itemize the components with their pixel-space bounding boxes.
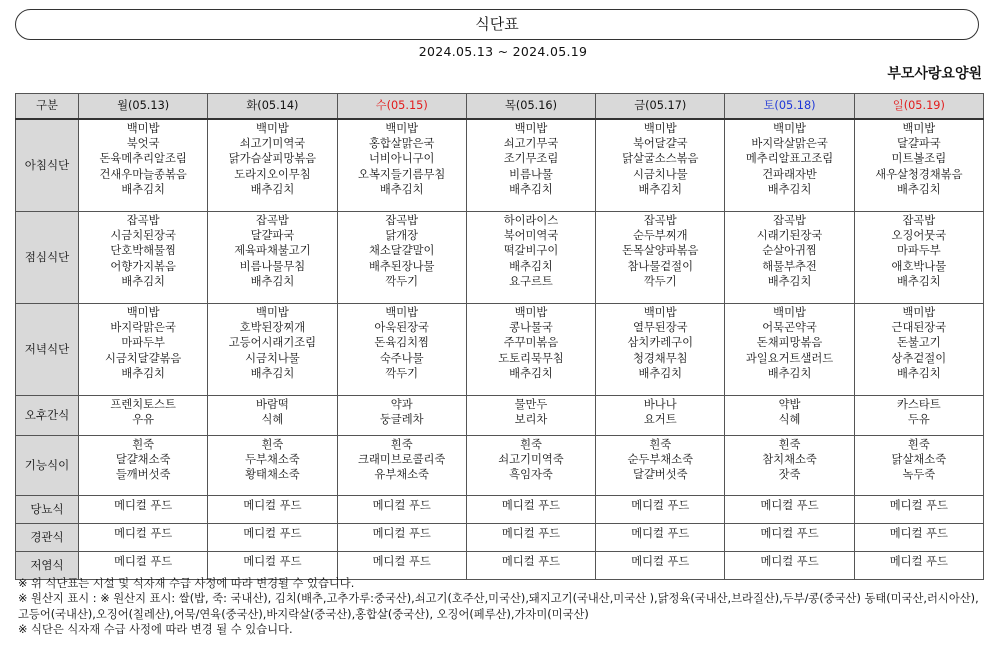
- menu-row-dinner: [16, 304, 984, 396]
- menu-item: 배추김치: [767, 182, 812, 196]
- menu-item: 돈목살양파볶음: [622, 244, 699, 258]
- menu-item: 잡곡밥: [385, 214, 419, 227]
- menu-item: 배추김치: [250, 366, 295, 380]
- day-header-fri: 금(05.17): [596, 94, 725, 120]
- menu-cell-lunch-wed: [337, 212, 466, 304]
- menu-cell-diabetic-diet-sat: [725, 496, 854, 524]
- menu-item: 오징어뭇국: [891, 229, 947, 243]
- menu-item: 우유: [132, 413, 155, 427]
- menu-cell-afternoon-snack-wed: [337, 396, 466, 436]
- menu-item: 흰죽: [907, 438, 930, 451]
- menu-item: 식혜: [261, 413, 284, 427]
- menu-item: 크래미브로콜리죽: [358, 453, 446, 467]
- row-label-low-sodium-diet: 저염식: [16, 552, 79, 580]
- menu-item: 흰죽: [261, 438, 284, 451]
- menu-row-tube-feeding: [16, 524, 984, 552]
- day-header-tue: 화(05.14): [208, 94, 337, 120]
- menu-item: 배추김치: [121, 182, 165, 196]
- menu-item: 숙주나물: [379, 351, 424, 365]
- day-header-mon: 월(05.13): [79, 94, 208, 120]
- menu-item: 배추김치: [121, 366, 165, 380]
- menu-item: 메디컬 푸드: [631, 499, 690, 512]
- menu-item: 북엇국: [126, 137, 160, 151]
- menu-item: 도라지오이무침: [234, 167, 311, 181]
- row-label-dinner: 저녁식단: [16, 304, 79, 396]
- notes: [18, 576, 983, 637]
- menu-item: 메디컬 푸드: [114, 555, 173, 568]
- menu-cell-dinner-sun: [854, 304, 983, 396]
- menu-item: 요구르트: [509, 274, 553, 288]
- note-change: ※ 위 식단표는 시설 및 식자재 수급 사정에 따라 변경될 수 있습니다.: [18, 577, 355, 590]
- menu-cell-dinner-mon: [79, 304, 208, 396]
- menu-item: 프렌치토스트: [110, 398, 176, 411]
- menu-cell-afternoon-snack-tue: [208, 396, 337, 436]
- menu-item: 호박된장찌개: [239, 321, 306, 335]
- menu-item: 비름나물무침: [239, 259, 306, 273]
- menu-item: 메디컬 푸드: [631, 527, 690, 540]
- menu-row-lunch: [16, 212, 984, 304]
- menu-cell-functional-diet-sun: [854, 436, 983, 496]
- menu-item: 황태채소죽: [245, 468, 300, 482]
- menu-cell-dinner-fri: [596, 304, 725, 396]
- menu-item: 백미밥: [514, 122, 548, 135]
- menu-item: 잡곡밥: [902, 214, 936, 227]
- menu-item: 잣죽: [778, 468, 801, 482]
- menu-item: 근대된장국: [891, 321, 947, 335]
- menu-item: 잡곡밥: [256, 214, 289, 227]
- menu-item: 돈채피망볶음: [756, 336, 823, 350]
- menu-item: 백미밥: [902, 306, 936, 319]
- menu-item: 참치채소죽: [762, 453, 817, 467]
- menu-item: 배추김치: [250, 274, 295, 288]
- menu-item: 들깨버섯죽: [115, 468, 171, 482]
- menu-item: 배추된장나물: [368, 259, 435, 273]
- menu-item: 메디컬 푸드: [372, 499, 431, 512]
- menu-item: 백미밥: [126, 306, 160, 319]
- menu-item: 메디컬 푸드: [501, 527, 561, 540]
- menu-cell-diabetic-diet-sun: [854, 496, 983, 524]
- menu-item: 과일요거트샐러드: [745, 351, 834, 365]
- menu-cell-diabetic-diet-fri: [596, 496, 725, 524]
- menu-item: 배추김치: [638, 366, 683, 380]
- menu-item: 돈육메추리알조림: [99, 152, 187, 166]
- menu-cell-diabetic-diet-wed: [337, 496, 466, 524]
- menu-item: 메디컬 푸드: [889, 499, 948, 512]
- menu-item: 쇠고기무국: [503, 137, 559, 151]
- menu-item: 식혜: [778, 413, 801, 427]
- row-label-diabetic-diet: 당뇨식: [16, 496, 79, 524]
- menu-item: 메디컬 푸드: [760, 499, 819, 512]
- menu-item: 녹두죽: [902, 468, 936, 482]
- menu-cell-functional-diet-thu: [466, 436, 595, 496]
- menu-item: 둥글레차: [379, 413, 424, 427]
- menu-cell-functional-diet-mon: [79, 436, 208, 496]
- day-header-thu: 목(05.16): [466, 94, 595, 120]
- menu-cell-breakfast-tue: [208, 119, 337, 212]
- menu-item: 쇠고기미역국: [239, 137, 306, 151]
- menu-row-diabetic-diet: [16, 496, 984, 524]
- menu-item: 흰죽: [132, 438, 155, 451]
- menu-item: 바나나: [643, 398, 677, 411]
- menu-cell-lunch-tue: [208, 212, 337, 304]
- menu-item: 순살아귀찜: [762, 244, 817, 258]
- menu-cell-tube-feeding-wed: [337, 524, 466, 552]
- menu-item: 마파두부: [897, 244, 941, 258]
- facility-name: 부모사랑요양원: [887, 66, 982, 82]
- menu-item: 홍합살맑은국: [368, 137, 435, 151]
- menu-item: 흰죽: [778, 438, 801, 451]
- menu-item: 미트볼조림: [891, 152, 947, 166]
- menu-item: 잡곡밥: [773, 214, 806, 227]
- menu-item: 아욱된장국: [374, 321, 429, 335]
- menu-item: 달걀파국: [250, 229, 295, 243]
- menu-item: 약밥: [778, 398, 801, 411]
- menu-item: 도토리묵무침: [498, 351, 564, 365]
- menu-item: 백미밥: [514, 306, 548, 319]
- row-label-breakfast: 아침식단: [16, 119, 79, 212]
- menu-cell-breakfast-thu: [466, 119, 595, 212]
- menu-item: 메디컬 푸드: [243, 499, 302, 512]
- menu-item: 너비아니구이: [368, 152, 435, 166]
- menu-item: 달걀파국: [897, 137, 941, 151]
- menu-item: 조기무조림: [503, 152, 559, 166]
- menu-item: 시금치달걀볶음: [104, 351, 182, 365]
- menu-item: 배추김치: [509, 259, 553, 273]
- menu-cell-dinner-tue: [208, 304, 337, 396]
- menu-row-breakfast: [16, 119, 984, 212]
- menu-cell-diabetic-diet-tue: [208, 496, 337, 524]
- menu-item: 백미밥: [385, 122, 419, 135]
- menu-cell-tube-feeding-tue: [208, 524, 337, 552]
- menu-item: 바지락맑은국: [110, 321, 176, 335]
- menu-item: 흑임자죽: [509, 468, 553, 482]
- corner-header: 구분: [16, 94, 79, 120]
- menu-item: 건새우마늘종볶음: [99, 167, 187, 181]
- note-supply: ※ 식단은 식자재 수급 사정에 따라 변경 될 수 있습니다.: [18, 622, 293, 636]
- menu-item: 메디컬 푸드: [243, 555, 302, 568]
- menu-item: 배추김치: [638, 182, 683, 196]
- day-header-wed: 수(05.15): [337, 94, 466, 120]
- menu-item: 바람떡: [256, 398, 289, 411]
- menu-item: 시금치나물: [245, 351, 300, 365]
- menu-cell-breakfast-sun: [854, 119, 983, 212]
- menu-item: 메디컬 푸드: [372, 527, 431, 540]
- menu-item: 배추김치: [767, 366, 812, 380]
- menu-item: 백미밥: [126, 122, 160, 135]
- menu-item: 물만두: [514, 398, 548, 411]
- menu-item: 메디컬 푸드: [501, 499, 561, 512]
- menu-item: 어묵곤약국: [762, 321, 817, 335]
- menu-item: 백미밥: [643, 306, 677, 319]
- menu-item: 백미밥: [773, 122, 806, 135]
- menu-cell-dinner-wed: [337, 304, 466, 396]
- menu-title: 식단표: [15, 9, 979, 40]
- menu-item: 메디컬 푸드: [501, 555, 561, 568]
- menu-cell-functional-diet-sat: [725, 436, 854, 496]
- menu-cell-breakfast-wed: [337, 119, 466, 212]
- menu-item: 바지락살맑은국: [751, 137, 828, 151]
- menu-body: [16, 119, 984, 580]
- menu-cell-dinner-sat: [725, 304, 854, 396]
- note-origin: ※ 원산지 표시 : ※ 원산지 표시: 쌀(밥, 죽: 국내산), 김치(배추,고추가루:중국산),쇠고기(호주산,미국산),돼지고기(국내산,미국산 ),닭정육(국내산,브라질산),두부/콩(중국산) 동태(미국산,러시아산),고등어(국내산),오징어(칠레산),어묵/연육(중국산),바지락살(중국산),홍합살(중국산), 오징어(페루산),가자미(미국산): [18, 592, 979, 621]
- menu-item: 닭개장: [385, 229, 419, 243]
- menu-item: 콩나물국: [509, 321, 553, 335]
- menu-item: 배추김치: [897, 366, 941, 380]
- menu-item: 메디컬 푸드: [243, 527, 302, 540]
- weekly-menu-table: [15, 93, 984, 580]
- menu-item: 메디컬 푸드: [631, 555, 690, 568]
- date-range: 2024.05.13 ~ 2024.05.19: [418, 44, 588, 59]
- menu-item: 열무된장국: [632, 321, 688, 335]
- row-label-functional-diet: 기능식이: [16, 436, 79, 496]
- menu-item: 메디컬 푸드: [889, 555, 948, 568]
- menu-cell-diabetic-diet-mon: [79, 496, 208, 524]
- menu-item: 주꾸미볶음: [503, 336, 559, 350]
- menu-item: 메디컬 푸드: [114, 527, 173, 540]
- menu-item: 백미밥: [256, 306, 289, 319]
- menu-item: 약과: [390, 398, 413, 411]
- menu-item: 오복지들기름무침: [358, 167, 446, 181]
- menu-item: 달걀채소죽: [115, 453, 171, 467]
- menu-cell-afternoon-snack-mon: [79, 396, 208, 436]
- row-label-tube-feeding: 경관식: [16, 524, 79, 552]
- row-label-lunch: 점심식단: [16, 212, 79, 304]
- menu-item: 시금치나물: [632, 167, 688, 181]
- menu-item: 배추김치: [897, 182, 941, 196]
- menu-cell-tube-feeding-sun: [854, 524, 983, 552]
- menu-item: 단호박해물찜: [110, 244, 176, 258]
- day-header-sun: 일(05.19): [854, 94, 983, 120]
- menu-item: 유부채소죽: [374, 468, 429, 482]
- menu-item: 배추김치: [250, 182, 295, 196]
- menu-item: 흰죽: [390, 438, 413, 451]
- menu-cell-breakfast-sat: [725, 119, 854, 212]
- menu-item: 잡곡밥: [643, 214, 677, 227]
- menu-item: 고등어시래기조림: [228, 336, 317, 350]
- menu-item: 어향가지볶음: [110, 259, 176, 273]
- menu-item: 배추김치: [121, 274, 165, 288]
- menu-item: 참나물겉절이: [627, 259, 693, 273]
- menu-cell-lunch-thu: [466, 212, 595, 304]
- menu-item: 건파래자반: [762, 167, 817, 181]
- menu-item: 닭살굴소스볶음: [622, 152, 699, 166]
- menu-item: 메디컬 푸드: [114, 499, 173, 512]
- menu-item: 돈육김치찜: [374, 336, 429, 350]
- menu-cell-afternoon-snack-sun: [854, 396, 983, 436]
- menu-item: 닭살채소죽: [891, 453, 947, 467]
- menu-cell-tube-feeding-mon: [79, 524, 208, 552]
- menu-item: 새우살청경채볶음: [875, 167, 963, 181]
- menu-item: 메추리알표고조림: [745, 152, 834, 166]
- menu-item: 메디컬 푸드: [889, 527, 948, 540]
- menu-item: 백미밥: [902, 122, 936, 135]
- menu-cell-dinner-thu: [466, 304, 595, 396]
- menu-row-functional-diet: [16, 436, 984, 496]
- menu-item: 흰죽: [649, 438, 672, 451]
- menu-item: 메디컬 푸드: [372, 555, 431, 568]
- menu-item: 두유: [907, 413, 930, 427]
- menu-item: 두부채소죽: [245, 453, 300, 467]
- menu-item: 시금치된장국: [110, 229, 176, 243]
- menu-item: 하이라이스: [503, 214, 559, 227]
- menu-item: 해물부추전: [762, 259, 817, 273]
- menu-item: 삼치카레구이: [627, 336, 693, 350]
- menu-cell-lunch-fri: [596, 212, 725, 304]
- menu-item: 깍두기: [385, 274, 419, 288]
- menu-item: 돈불고기: [897, 336, 941, 350]
- menu-item: 메디컬 푸드: [760, 527, 819, 540]
- menu-item: 백미밥: [773, 306, 806, 319]
- menu-cell-lunch-sat: [725, 212, 854, 304]
- menu-item: 배추김치: [767, 274, 812, 288]
- menu-cell-afternoon-snack-sat: [725, 396, 854, 436]
- menu-cell-tube-feeding-sat: [725, 524, 854, 552]
- menu-item: 배추김치: [379, 182, 424, 196]
- menu-cell-functional-diet-tue: [208, 436, 337, 496]
- menu-cell-tube-feeding-fri: [596, 524, 725, 552]
- menu-item: 요거트: [643, 413, 677, 427]
- row-label-afternoon-snack: 오후간식: [16, 396, 79, 436]
- menu-item: 백미밥: [643, 122, 677, 135]
- menu-cell-tube-feeding-thu: [466, 524, 595, 552]
- menu-item: 채소달걀말이: [368, 244, 435, 258]
- menu-item: 쇠고기미역죽: [498, 453, 564, 467]
- menu-item: 북어미역국: [503, 229, 559, 243]
- menu-cell-functional-diet-fri: [596, 436, 725, 496]
- menu-cell-lunch-mon: [79, 212, 208, 304]
- menu-item: 배추김치: [509, 182, 553, 196]
- menu-item: 청경채무침: [632, 351, 688, 365]
- menu-item: 배추김치: [509, 366, 553, 380]
- menu-item: 마파두부: [121, 336, 165, 350]
- header-row: [16, 94, 984, 120]
- menu-cell-afternoon-snack-fri: [596, 396, 725, 436]
- menu-item: 시래기된장국: [756, 229, 823, 243]
- menu-item: 흰죽: [520, 438, 542, 451]
- menu-item: 메디컬 푸드: [760, 555, 819, 568]
- menu-item: 떡갈비구이: [503, 244, 559, 258]
- menu-item: 백미밥: [256, 122, 289, 135]
- menu-item: 배추김치: [897, 274, 941, 288]
- menu-item: 카스타트: [897, 398, 941, 411]
- menu-cell-diabetic-diet-thu: [466, 496, 595, 524]
- menu-item: 순두부채소죽: [627, 453, 693, 467]
- menu-item: 제육파채불고기: [234, 244, 311, 258]
- menu-cell-lunch-sun: [854, 212, 983, 304]
- menu-item: 깍두기: [385, 366, 419, 380]
- menu-item: 잡곡밥: [126, 214, 160, 227]
- menu-item: 백미밥: [385, 306, 419, 319]
- day-header-sat: 토(05.18): [725, 94, 854, 120]
- menu-cell-functional-diet-wed: [337, 436, 466, 496]
- menu-row-afternoon-snack: [16, 396, 984, 436]
- menu-item: 깍두기: [643, 274, 677, 288]
- menu-item: 순두부찌개: [632, 229, 688, 243]
- menu-item: 북어달걀국: [632, 137, 688, 151]
- menu-cell-afternoon-snack-thu: [466, 396, 595, 436]
- menu-item: 닭가슴살피망볶음: [228, 152, 317, 166]
- menu-cell-breakfast-fri: [596, 119, 725, 212]
- menu-item: 상추겉절이: [891, 351, 947, 365]
- menu-cell-breakfast-mon: [79, 119, 208, 212]
- menu-item: 보리차: [514, 413, 548, 427]
- menu-item: 애호박나물: [891, 259, 947, 273]
- menu-item: 달걀버섯죽: [632, 468, 688, 482]
- menu-item: 비름나물: [509, 167, 553, 181]
